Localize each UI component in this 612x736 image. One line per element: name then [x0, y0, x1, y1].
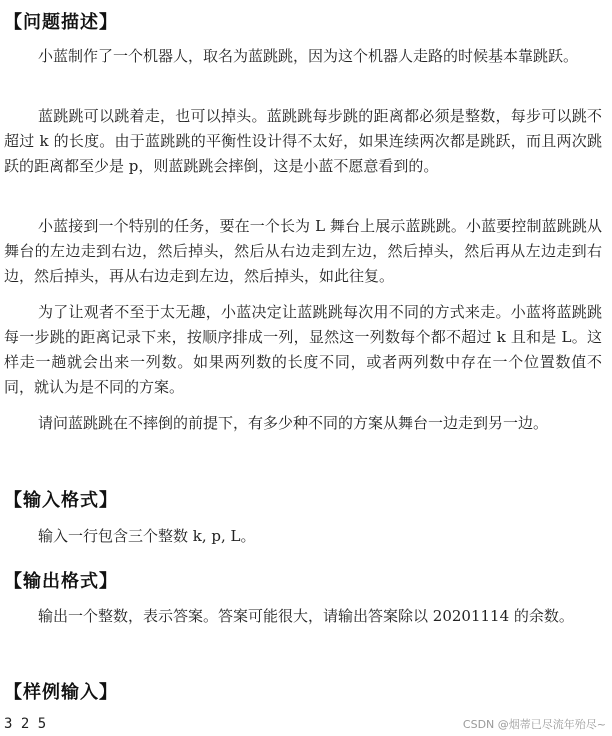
sample-input-code: 3 2 5	[4, 716, 47, 732]
problem-paragraph-2: 蓝跳跳可以跳着走，也可以掉头。蓝跳跳每步跳的距离都必须是整数，每步可以跳不超过 k 的长度。由于蓝跳跳的平衡性设计得不太好，如果连续两次都是跳跃，而且两次跳跃的距离都至少是 p，则蓝跳跳会摔倒，这是小蓝不愿意看到的。	[4, 107, 602, 175]
problem-paragraph-1: 小蓝制作了一个机器人，取名为蓝跳跳，因为这个机器人走路的时候基本靠跳跃。	[38, 47, 579, 65]
problem-paragraph-4: 为了让观者不至于太无趣，小蓝决定让蓝跳跳每次用不同的方式来走。小蓝将蓝跳跳每一步跳的距离记录下来，按顺序排成一列，显然这一列数每个都不超过 k 且和是 L。这样走一趟就会出来一列数。如果两列数的长度不同，或者两列数中存在一个位置数值不同，就认为是不同的方案。	[4, 303, 602, 396]
input-format-text: 输入一行包含三个整数 k, p, L。	[38, 527, 256, 545]
problem-paragraph-3: 小蓝接到一个特别的任务，要在一个长为 L 舞台上展示蓝跳跳。小蓝要控制蓝跳跳从舞台的左边走到右边，然后掉头，然后从右边走到左边，然后掉头，然后再从左边走到右边，然后掉头，再从右边走到左边，然后掉头，如此往复。	[4, 217, 602, 285]
output-format-text: 输出一个整数，表示答案。答案可能很大，请输出答案除以 20201114 的余数。	[38, 607, 574, 625]
output-format-heading: 【输出格式】	[4, 571, 118, 592]
sample-input-heading: 【样例输入】	[4, 682, 118, 703]
problem-heading: 【问题描述】	[4, 12, 118, 33]
input-format-heading: 【输入格式】	[4, 490, 118, 511]
csdn-watermark: CSDN @烟蒂已尽流年殆尽~	[462, 718, 606, 731]
problem-paragraph-5: 请问蓝跳跳在不摔倒的前提下，有多少种不同的方案从舞台一边走到另一边。	[38, 414, 549, 432]
